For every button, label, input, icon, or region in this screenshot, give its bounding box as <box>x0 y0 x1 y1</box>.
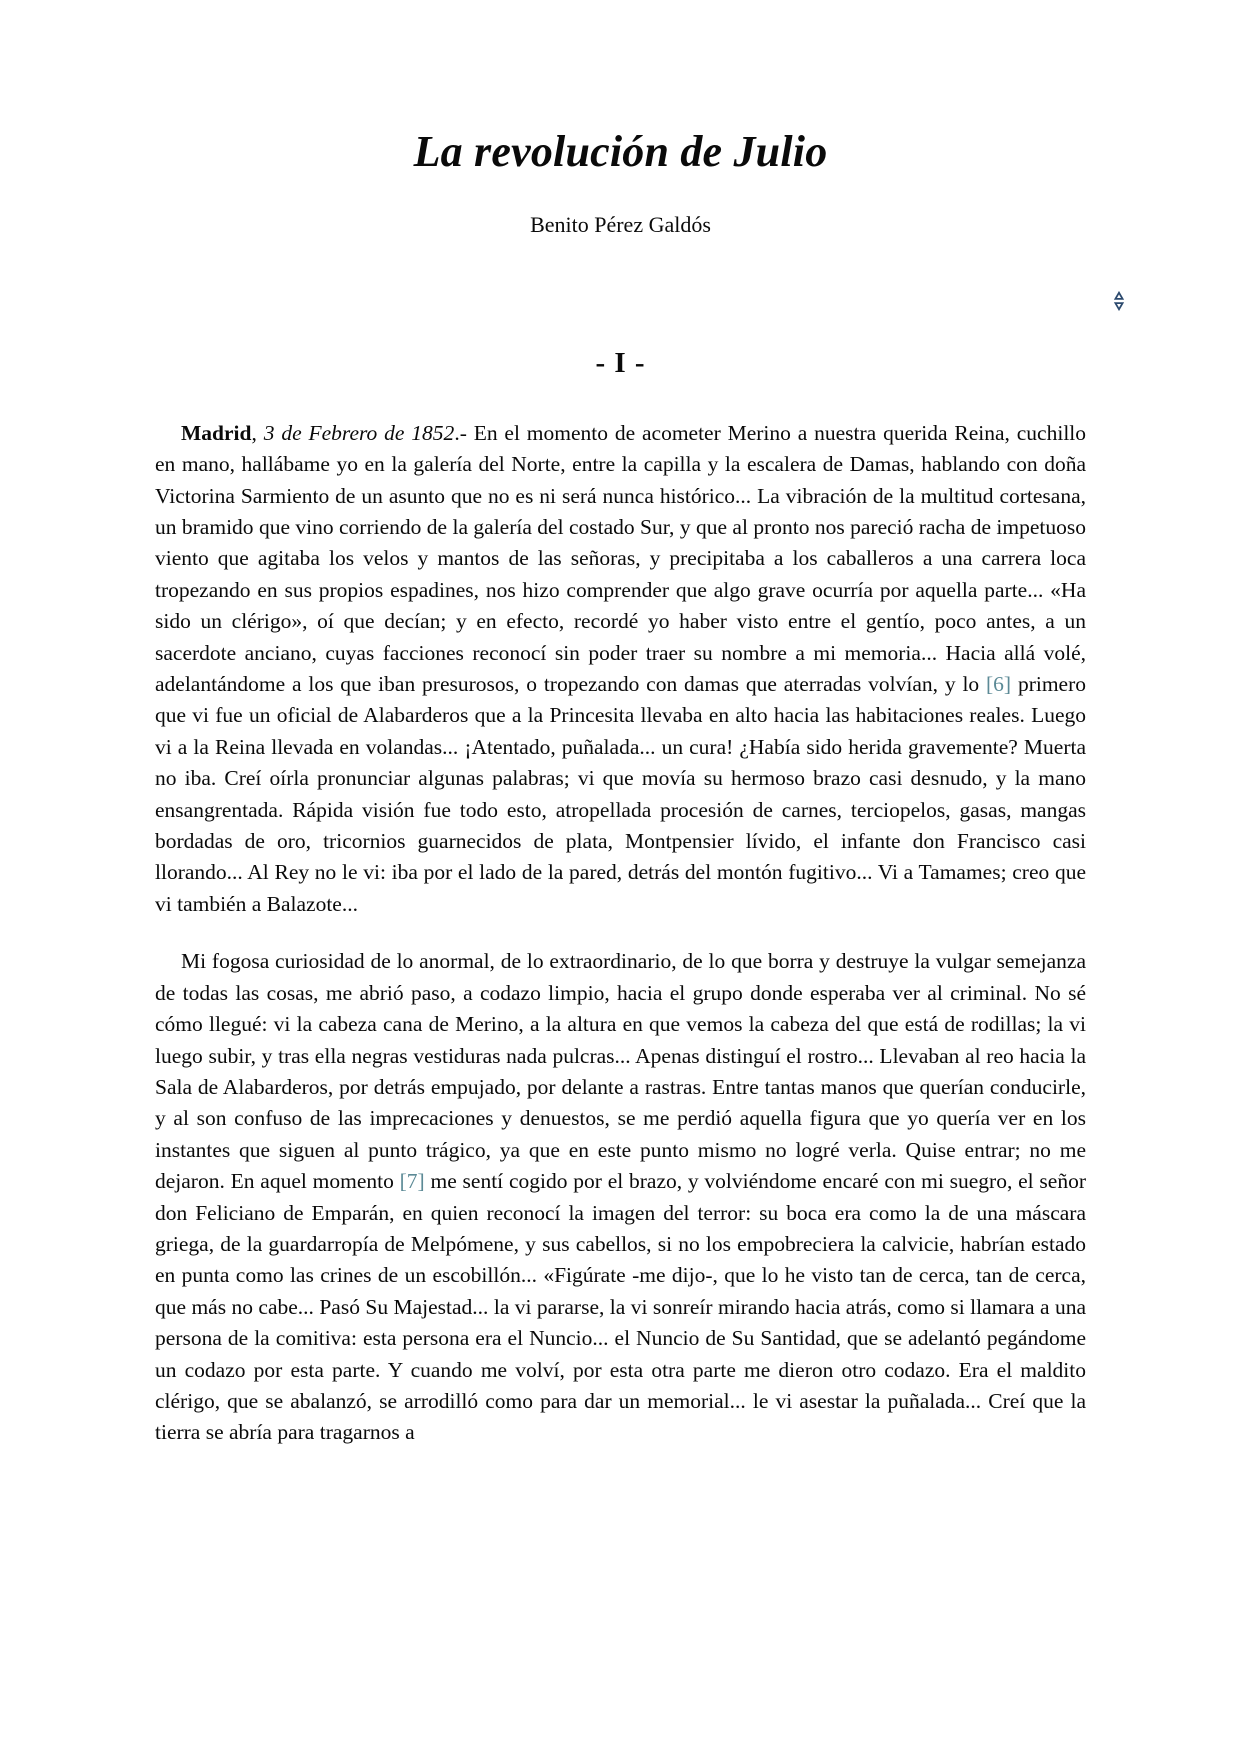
six-pointed-star-icon <box>1109 291 1129 311</box>
paragraph-2 <box>155 946 1086 1449</box>
dateline-date: 3 de Febrero de 1852 <box>263 420 455 445</box>
dateline-place: Madrid <box>181 420 252 445</box>
author-byline: Benito Pérez Galdós <box>530 212 711 238</box>
page-reference-link-7[interactable]: [7] <box>399 1169 425 1194</box>
page-reference-link-6[interactable]: [6] <box>986 672 1012 697</box>
paragraph-1-text-b: primero que vi fue un oficial de Alabarderos que a la Princesita llevaba en alto hacia las habitaciones reales. Luego vi a la Reina llevada en volandas... ¡Atentado, puñalada... un cura! ¿Había sido herida gravemente? Muerta no iba. Creí oírla pronunciar algunas palabras; vi que movía su hermoso brazo casi desnudo, y la mano ensangrentada. Rápida visión fue todo esto, atropellada procesión de carnes, terciopelos, gasas, mangas bordadas de oro, tricornios guarnecidos de plata, Montpensier lívido, el infante don Francisco casi llorando... Al Rey no le vi: iba por el lado de la pared, detrás del montón fugitivo... Vi a Tamames; creo que vi también a Balazote... <box>155 672 1086 916</box>
paragraph-1 <box>155 418 1086 921</box>
dateline-separator: , <box>251 420 264 445</box>
chapter-heading: - I - <box>595 346 646 379</box>
ornament-row <box>155 239 1086 325</box>
page-title: La revolución de Julio <box>413 127 828 176</box>
paragraph-2-text-b: me sentí cogido por el brazo, y volviéndome encaré con mi suegro, el señor don Feliciano de Emparán, en quien reconocí la imagen del terror: su boca era como la de una máscara griega, de la guardarropía de Melpómene, y sus cabellos, si no los empobreciera la calvicie, habrían estado en punta como las crines de un escobillón... «Figúrate -me dijo-, que lo he visto tan de cerca, tan de cerca, que más no cabe... Pasó Su Majestad... la vi pararse, la vi sonreír mirando hacia atrás, como si llamara a una persona de la comitiva: esta persona era el Nuncio... el Nuncio de Su Santidad, que se adelantó pegándome un codazo por esta parte. Y cuando me volví, por esta otra parte me dieron otro codazo. Era el maldito clérigo, que se abalanzó, se arrodilló como para dar un memorial... le vi asestar la puñalada... Creí que la tierra se abría para tragarnos a <box>155 1169 1086 1445</box>
body-text <box>155 380 1086 1449</box>
paragraph-2-text-a: Mi fogosa curiosidad de lo anormal, de lo extraordinario, de lo que borra y destruye la vulgar semejanza de todas las cosas, me abrió paso, a codazo limpio, hacia el grupo donde esperaba ver al criminal. No sé cómo llegué: vi la cabeza cana de Merino, a la altura en que vemos la cabeza del que está de rodillas; la vi luego subir, y tras ella negras vestiduras nada pulcras... Apenas distinguí el rostro... Llevaban al reo hacia la Sala de Alabarderos, por detrás empujado, por delante a rastras. Entre tantas manos que querían conducirle, y al son confuso de las imprecaciones y denuestos, se me perdió aquella figura que yo quería ver en los instantes que siguen al punto trágico, ya que en este punto mismo no logré verla. Quise entrar; no me dejaron. En aquel momento <box>155 949 1086 1194</box>
paragraph-1-text-a: .- En el momento de acometer Merino a nuestra querida Reina, cuchillo en mano, hallábame yo en la galería del Norte, entre la capilla y la escalera de Damas, hablando con doña Victorina Sarmiento de un asunto que no es ni será nunca histórico... La vibración de la multitud cortesana, un bramido que vino corriendo de la galería del costado Sur, y que al pronto nos pareció racha de impetuoso viento que agitaba los velos y mantos de las señoras, y precipitaba a los caballeros a una carrera loca tropezando en sus propios espadines, nos hizo comprender que algo grave ocurría por aquella parte... «Ha sido un clérigo», oí que decían; y en efecto, recordé yo haber visto entre el gentío, poco antes, a un sacerdote anciano, cuyas facciones reconocí sin poder traer su nombre a mi memoria... Hacia allá volé, adelantándome a los que iban presurosos, o tropezando con damas que aterradas volvían, y lo <box>155 420 1087 697</box>
